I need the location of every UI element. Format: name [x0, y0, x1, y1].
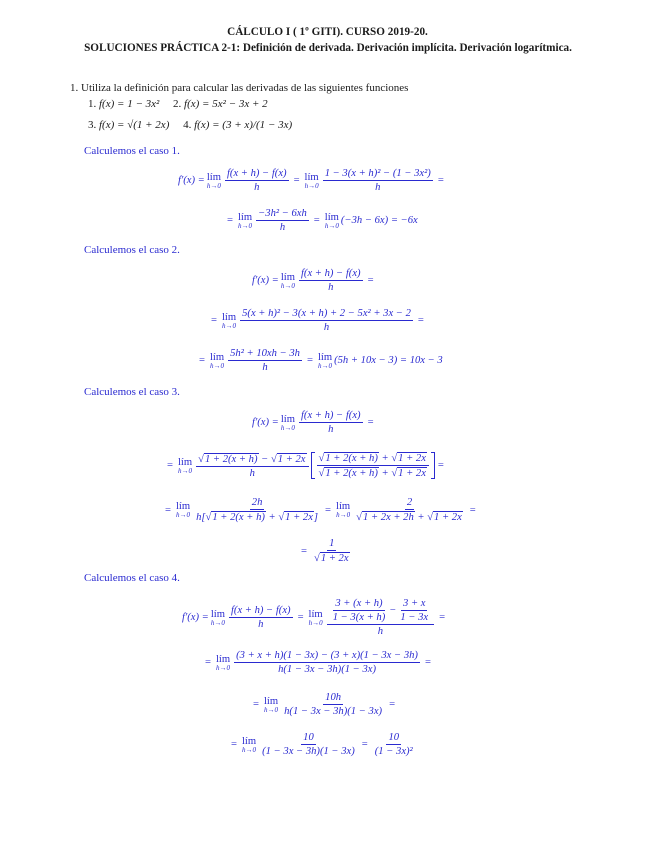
item-expr: f(x) = √(1 + 2x) — [99, 119, 170, 131]
lim-text: lím — [221, 311, 237, 323]
limit — [281, 414, 295, 432]
fraction — [229, 605, 293, 630]
limit — [210, 352, 224, 370]
equals: = — [361, 739, 368, 750]
fraction — [323, 168, 433, 193]
limit — [305, 172, 319, 190]
numerator: 10 — [303, 732, 314, 743]
lim-text: lím — [206, 171, 221, 183]
radicand: 1 + 2x + 2h — [363, 512, 414, 523]
fraction — [354, 497, 465, 523]
lim-sub: h→0 — [210, 361, 225, 370]
numerator: $\frac{3 + (x + h)}{1 - 3(x + h)}$ − $\frac{3 + x}{1 - 3x}$ — [327, 598, 434, 625]
result: (5h + 10x − 3) = 10x − 3 — [334, 355, 443, 366]
numerator: 2h — [251, 497, 263, 508]
denominator: h — [328, 282, 334, 293]
exercise-line — [70, 82, 408, 94]
denominator: (1 − 3x − 3h)(1 − 3x) — [262, 746, 355, 757]
limit — [242, 736, 256, 754]
equals: = — [167, 460, 173, 471]
limit — [309, 609, 323, 627]
case4-eq3 — [250, 692, 398, 717]
equals: = — [313, 215, 320, 226]
denominator: 1 − 3(x + h) — [332, 612, 386, 623]
equals: = — [424, 657, 431, 668]
fraction — [312, 538, 352, 564]
denominator: h — [279, 222, 286, 233]
limit — [264, 696, 278, 714]
numerator: 3 + (x + h) — [335, 598, 383, 609]
equals: = — [389, 699, 396, 710]
equals: = — [253, 699, 259, 710]
lim-sub: h→0 — [222, 321, 237, 330]
item-expr: f(x) = 5x² − 3x + 2 — [184, 98, 268, 110]
lim-text: lím — [177, 456, 193, 468]
fraction — [256, 208, 309, 233]
result: (−3h − 6x) = −6x — [340, 215, 418, 226]
case1-eq2 — [224, 208, 418, 233]
lim-text: lím — [215, 653, 231, 665]
case-title: Calculemos el caso 4. — [84, 572, 180, 584]
denominator: h — [323, 322, 330, 333]
fraction — [299, 410, 363, 435]
case4-eq2 — [202, 650, 434, 675]
item-label: 1. — [88, 98, 97, 110]
equals: = — [211, 315, 217, 326]
equals: = — [199, 355, 205, 366]
fraction — [373, 732, 415, 757]
equals: = — [301, 545, 307, 557]
fraction — [194, 497, 320, 523]
inner-fraction — [398, 598, 430, 623]
equals: = — [417, 315, 424, 326]
header-line1: CÁLCULO I ( 1º GITI). CURSO 2019-20. — [227, 26, 428, 38]
derivative-label: f′(x) = — [252, 417, 279, 428]
limit — [336, 501, 350, 519]
lim-text: lím — [324, 211, 339, 223]
numerator: 1 — [329, 538, 335, 549]
radicand: 1 + 2x — [434, 512, 462, 523]
equals: = — [367, 275, 374, 286]
limit — [325, 212, 339, 230]
lim-text: lím — [280, 271, 295, 283]
lim-text: lím — [263, 695, 279, 707]
numerator: 10 — [388, 732, 400, 743]
header-line2: SOLUCIONES PRÁCTICA 2-1: Definición de derivada. Derivación implícita. Derivación logarítmica. — [84, 42, 572, 54]
numerator: (3 + x + h)(1 − 3x) − (3 + x)(1 − 3x − 3h) — [236, 650, 418, 661]
fraction — [260, 732, 357, 757]
lim-sub: h→0 — [176, 511, 191, 519]
radicand: 1 + 2(x + h) — [325, 468, 378, 479]
numerator: 1 − 3(x + h)² − (1 − 3x²) — [324, 168, 431, 179]
denominator: h — [262, 362, 268, 373]
lim-sub: h→0 — [238, 221, 253, 230]
case4-eq1 — [182, 598, 448, 637]
equals: = — [469, 504, 476, 516]
radicand: 1 + 2(x + h) — [204, 453, 258, 465]
lim-sub: h→0 — [206, 181, 221, 190]
lim-sub: h→0 — [210, 618, 225, 627]
limit — [178, 457, 192, 475]
fraction — [282, 692, 384, 717]
derivative-label: f′(x) = — [252, 275, 279, 286]
lim-sub: h→0 — [264, 705, 279, 714]
equals: = — [227, 215, 233, 226]
radicand: 1 + 2x — [277, 453, 306, 465]
item-expr: f(x) = (3 + x)/(1 − 3x) — [194, 119, 293, 131]
lim-text: lím — [210, 608, 225, 620]
denominator: h(1 − 3x − 3h)(1 − 3x) — [278, 664, 376, 675]
lim-sub: h→0 — [280, 423, 295, 432]
radicand: 1 + 2x — [320, 553, 349, 564]
fraction — [234, 650, 420, 675]
denominator: h — [249, 467, 255, 479]
limit — [176, 501, 190, 519]
items-row-1 — [88, 98, 268, 110]
equals: = — [293, 175, 300, 186]
numerator: 10h — [325, 692, 342, 703]
equals: = — [297, 612, 304, 623]
numerator: 5h² + 10xh − 3h — [230, 348, 300, 359]
case3-eq4 — [298, 538, 354, 564]
case3-eq2 — [164, 452, 447, 479]
denominator: h — [254, 182, 260, 193]
limit — [318, 352, 332, 370]
case3-eq3 — [162, 497, 479, 523]
denominator: h — [258, 619, 264, 630]
lim-text: lím — [336, 501, 351, 512]
lim-text: lím — [308, 608, 323, 620]
case-title: Calculemos el caso 2. — [84, 244, 180, 256]
item-label: 2. — [173, 98, 182, 110]
case2-eq2 — [208, 308, 427, 333]
denominator: h[√1 + 2(x + h) + √1 + 2x] — [196, 512, 319, 523]
radicand: 1 + 2(x + h) — [325, 453, 378, 464]
limit — [238, 212, 252, 230]
lim-text: lím — [317, 351, 333, 363]
fraction — [225, 168, 289, 193]
limit — [207, 172, 221, 190]
numerator: √1 + 2(x + h) + √1 + 2x — [317, 452, 429, 466]
limit — [216, 654, 230, 672]
fraction — [317, 452, 429, 479]
lim-sub: h→0 — [336, 511, 351, 519]
numerator: √1 + 2(x + h) − √1 + 2x — [196, 453, 308, 467]
fraction — [327, 598, 434, 637]
denominator: √1 + 2(x + h) + √1 + 2x — [318, 468, 426, 479]
lim-sub: h→0 — [324, 221, 339, 230]
numerator: −3h² − 6xh — [258, 208, 307, 219]
equals: = — [325, 504, 332, 516]
lim-text: lím — [241, 735, 257, 747]
case2-eq3 — [196, 348, 443, 373]
denominator: h — [375, 182, 381, 193]
numerator: f(x + h) − f(x) — [226, 168, 287, 179]
denominator: h — [377, 626, 384, 637]
lim-text: lím — [237, 211, 253, 223]
lim-sub: h→0 — [178, 466, 193, 475]
lim-text: lím — [209, 351, 225, 363]
equals: = — [439, 612, 446, 623]
bracket — [311, 452, 435, 479]
radicand: 1 + 2(x + h) — [212, 512, 265, 523]
lim-text: lím — [280, 413, 295, 425]
case3-eq1 — [252, 410, 377, 435]
denominator: h — [328, 424, 334, 435]
equals: = — [437, 460, 444, 471]
denominator: h(1 − 3x − 3h)(1 − 3x) — [284, 706, 383, 717]
numerator: 5(x + h)² − 3(x + h) + 2 − 5x² + 3x − 2 — [242, 308, 411, 319]
equals: = — [367, 417, 374, 428]
lim-text: lím — [175, 501, 191, 512]
fraction — [196, 453, 308, 479]
numerator: 3 + x — [403, 598, 426, 609]
equals: = — [165, 504, 171, 516]
equals: = — [205, 657, 211, 668]
radicand: 1 + 2x — [398, 453, 426, 464]
lim-sub: h→0 — [216, 663, 231, 672]
exercise-number: 1. — [70, 82, 79, 94]
lim-sub: h→0 — [304, 181, 319, 190]
radicand: 1 + 2x — [398, 468, 426, 479]
items-row-2 — [88, 119, 292, 131]
numerator: 2 — [406, 497, 413, 508]
equals: = — [231, 739, 237, 750]
denominator: √1 + 2x — [313, 553, 349, 564]
inner-fraction — [331, 598, 388, 623]
case-title: Calculemos el caso 1. — [84, 145, 180, 157]
fraction — [299, 268, 363, 293]
lim-sub: h→0 — [242, 745, 257, 754]
derivative-label: f′(x) = — [178, 175, 205, 186]
lim-text: lím — [304, 171, 319, 183]
fraction — [240, 308, 413, 333]
lim-sub: h→0 — [318, 361, 333, 370]
numerator: f(x + h) − f(x) — [300, 410, 361, 421]
lim-sub: h→0 — [280, 281, 295, 290]
denominator: √1 + 2x + 2h + √1 + 2x — [356, 512, 462, 523]
limit — [281, 272, 295, 290]
radicand: 1 + 2x — [285, 512, 313, 523]
item-expr: f(x) = 1 − 3x² — [99, 98, 160, 110]
lim-sub: h→0 — [308, 618, 323, 627]
limit — [222, 312, 236, 330]
derivative-label: f′(x) = — [182, 612, 209, 623]
denominator: (1 − 3x)² — [374, 746, 413, 757]
equals: = — [306, 355, 313, 366]
item-label: 4. — [183, 119, 192, 131]
item-label: 3. — [88, 119, 97, 131]
numerator: f(x + h) − f(x) — [300, 268, 361, 279]
fraction — [228, 348, 302, 373]
numerator: f(x + h) − f(x) — [230, 605, 291, 616]
limit — [211, 609, 225, 627]
case-title: Calculemos el caso 3. — [84, 386, 180, 398]
case1-eq1 — [178, 168, 447, 193]
exercise-statement: Utiliza la definición para calcular las derivadas de las siguientes funciones — [81, 82, 409, 94]
case4-eq4 — [228, 732, 417, 757]
case2-eq1 — [252, 268, 377, 293]
denominator: 1 − 3x — [400, 612, 429, 623]
equals: = — [437, 175, 444, 186]
